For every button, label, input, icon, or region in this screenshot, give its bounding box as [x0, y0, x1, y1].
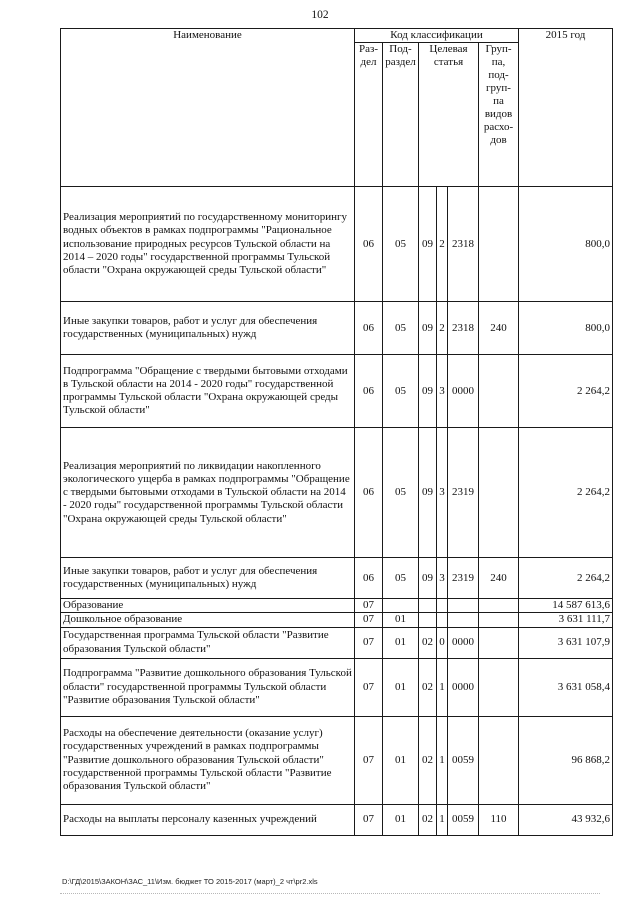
- row-target-subprogram: [437, 613, 448, 627]
- header-section: Раз- дел: [355, 43, 383, 187]
- row-name: Реализация мероприятий по ликвидации накопленного экологического ущерба в рамках подпрограммы "Обращение с твердыми бытовыми отходами в Тульской области на 2014 - 2020 годы" государственной программы Тульской области "Охрана окружающей среды Тульской области": [61, 428, 355, 558]
- row-subsection: 01: [383, 804, 419, 835]
- table-row: [61, 187, 613, 302]
- row-name: Расходы на выплаты персоналу казенных учреждений: [61, 804, 355, 835]
- table-row: [61, 599, 613, 613]
- row-section: 07: [355, 804, 383, 835]
- row-subsection: 01: [383, 658, 419, 716]
- header-group: Груп- па, под- груп- па видов расхо- дов: [479, 43, 519, 187]
- row-name: Государственная программа Тульской области "Развитие образования Тульской области": [61, 627, 355, 658]
- row-target-direction: 0000: [448, 355, 479, 428]
- row-target-program: 02: [419, 716, 437, 804]
- row-group: [479, 658, 519, 716]
- row-group: [479, 613, 519, 627]
- row-target-subprogram: 3: [437, 558, 448, 599]
- row-target-program: 09: [419, 558, 437, 599]
- row-amount: 2 264,2: [519, 558, 613, 599]
- row-section: 07: [355, 627, 383, 658]
- row-amount: 43 932,6: [519, 804, 613, 835]
- row-section: 06: [355, 355, 383, 428]
- row-name: Дошкольное образование: [61, 613, 355, 627]
- row-subsection: 05: [383, 355, 419, 428]
- row-target-subprogram: 2: [437, 187, 448, 302]
- row-target-direction: 2318: [448, 302, 479, 355]
- row-section: 06: [355, 558, 383, 599]
- row-amount: 96 868,2: [519, 716, 613, 804]
- table-row: [61, 613, 613, 627]
- row-group: 240: [479, 302, 519, 355]
- row-name: Иные закупки товаров, работ и услуг для обеспечения государственных (муниципальных) нужд: [61, 558, 355, 599]
- row-section: 07: [355, 599, 383, 613]
- row-target-subprogram: 0: [437, 627, 448, 658]
- row-target-subprogram: 1: [437, 658, 448, 716]
- row-target-subprogram: [437, 599, 448, 613]
- row-target-program: 09: [419, 187, 437, 302]
- row-target-direction: 0000: [448, 627, 479, 658]
- row-subsection: 05: [383, 428, 419, 558]
- row-subsection: [383, 599, 419, 613]
- row-target-direction: 2318: [448, 187, 479, 302]
- row-amount: 3 631 107,9: [519, 627, 613, 658]
- row-group: [479, 716, 519, 804]
- row-group: [479, 187, 519, 302]
- scan-artifact: [60, 893, 600, 894]
- row-target-subprogram: 3: [437, 355, 448, 428]
- row-name: Подпрограмма "Обращение с твердыми бытовыми отходами в Тульской области на 2014 - 2020 годы" государственной программы Тульской области "Охрана окружающей среды Тульской области": [61, 355, 355, 428]
- table-row: [61, 804, 613, 835]
- row-target-direction: 0000: [448, 658, 479, 716]
- header-year: 2015 год: [519, 29, 613, 187]
- header-name: Наименование: [61, 29, 355, 187]
- row-target-subprogram: 2: [437, 302, 448, 355]
- page-number: 102: [311, 9, 329, 21]
- budget-table: [60, 28, 613, 836]
- row-section: 06: [355, 428, 383, 558]
- row-name: Иные закупки товаров, работ и услуг для обеспечения государственных (муниципальных) нужд: [61, 302, 355, 355]
- table-row: [61, 627, 613, 658]
- header-subsection: Под- раздел: [383, 43, 419, 187]
- row-target-program: 09: [419, 428, 437, 558]
- header-target: Целевая статья: [419, 43, 479, 187]
- row-name: Реализация мероприятий по государственному мониторингу водных объектов в рамках подпрограммы "Рациональное использование природных ресурсов Тульской области на 2014 – 2020 годы" государственной программы Тульской области "Охрана окружающей среды Тульской области": [61, 187, 355, 302]
- table-row: [61, 428, 613, 558]
- row-group: 110: [479, 804, 519, 835]
- row-group: [479, 355, 519, 428]
- row-subsection: 05: [383, 558, 419, 599]
- header-classification: Код классификации: [355, 29, 519, 43]
- row-amount: 3 631 111,7: [519, 613, 613, 627]
- row-group: [479, 428, 519, 558]
- row-subsection: 05: [383, 302, 419, 355]
- row-name: Образование: [61, 599, 355, 613]
- table-row: [61, 302, 613, 355]
- row-name: Подпрограмма "Развитие дошкольного образования Тульской области" государственной программы Тульской области "Развитие образования Тульской области": [61, 658, 355, 716]
- row-amount: 3 631 058,4: [519, 658, 613, 716]
- row-group: [479, 627, 519, 658]
- row-section: 06: [355, 187, 383, 302]
- row-target-direction: [448, 613, 479, 627]
- row-amount: 800,0: [519, 187, 613, 302]
- row-subsection: 05: [383, 187, 419, 302]
- table-row: [61, 716, 613, 804]
- row-target-program: 02: [419, 627, 437, 658]
- row-section: 07: [355, 658, 383, 716]
- row-target-subprogram: 1: [437, 804, 448, 835]
- row-subsection: 01: [383, 627, 419, 658]
- table-row: [61, 558, 613, 599]
- row-name: Расходы на обеспечение деятельности (оказание услуг) государственных учреждений в рамках подпрограммы "Развитие дошкольного образования Тульской области" государственной программы Тульской области "Развитие образования Тульской области": [61, 716, 355, 804]
- row-group: [479, 599, 519, 613]
- row-target-subprogram: 1: [437, 716, 448, 804]
- table-row: [61, 355, 613, 428]
- row-section: 06: [355, 302, 383, 355]
- row-section: 07: [355, 716, 383, 804]
- row-target-program: 02: [419, 658, 437, 716]
- row-target-program: 02: [419, 804, 437, 835]
- header-row-top: [61, 29, 613, 43]
- table-row: [61, 658, 613, 716]
- row-amount: 14 587 613,6: [519, 599, 613, 613]
- row-target-direction: [448, 599, 479, 613]
- row-target-program: [419, 613, 437, 627]
- row-target-direction: 0059: [448, 716, 479, 804]
- row-target-direction: 2319: [448, 428, 479, 558]
- row-target-direction: 2319: [448, 558, 479, 599]
- row-subsection: 01: [383, 716, 419, 804]
- row-amount: 2 264,2: [519, 355, 613, 428]
- row-target-subprogram: 3: [437, 428, 448, 558]
- row-subsection: 01: [383, 613, 419, 627]
- file-path-footer: D:\ГД\2015\ЗАКОН\ЗАС_11\Изм. бюджет ТО 2015-2017 (март)_2 чт\pr2.xls: [62, 877, 318, 886]
- row-target-program: 09: [419, 302, 437, 355]
- row-group: 240: [479, 558, 519, 599]
- row-target-program: [419, 599, 437, 613]
- row-section: 07: [355, 613, 383, 627]
- row-amount: 2 264,2: [519, 428, 613, 558]
- row-target-direction: 0059: [448, 804, 479, 835]
- row-target-program: 09: [419, 355, 437, 428]
- row-amount: 800,0: [519, 302, 613, 355]
